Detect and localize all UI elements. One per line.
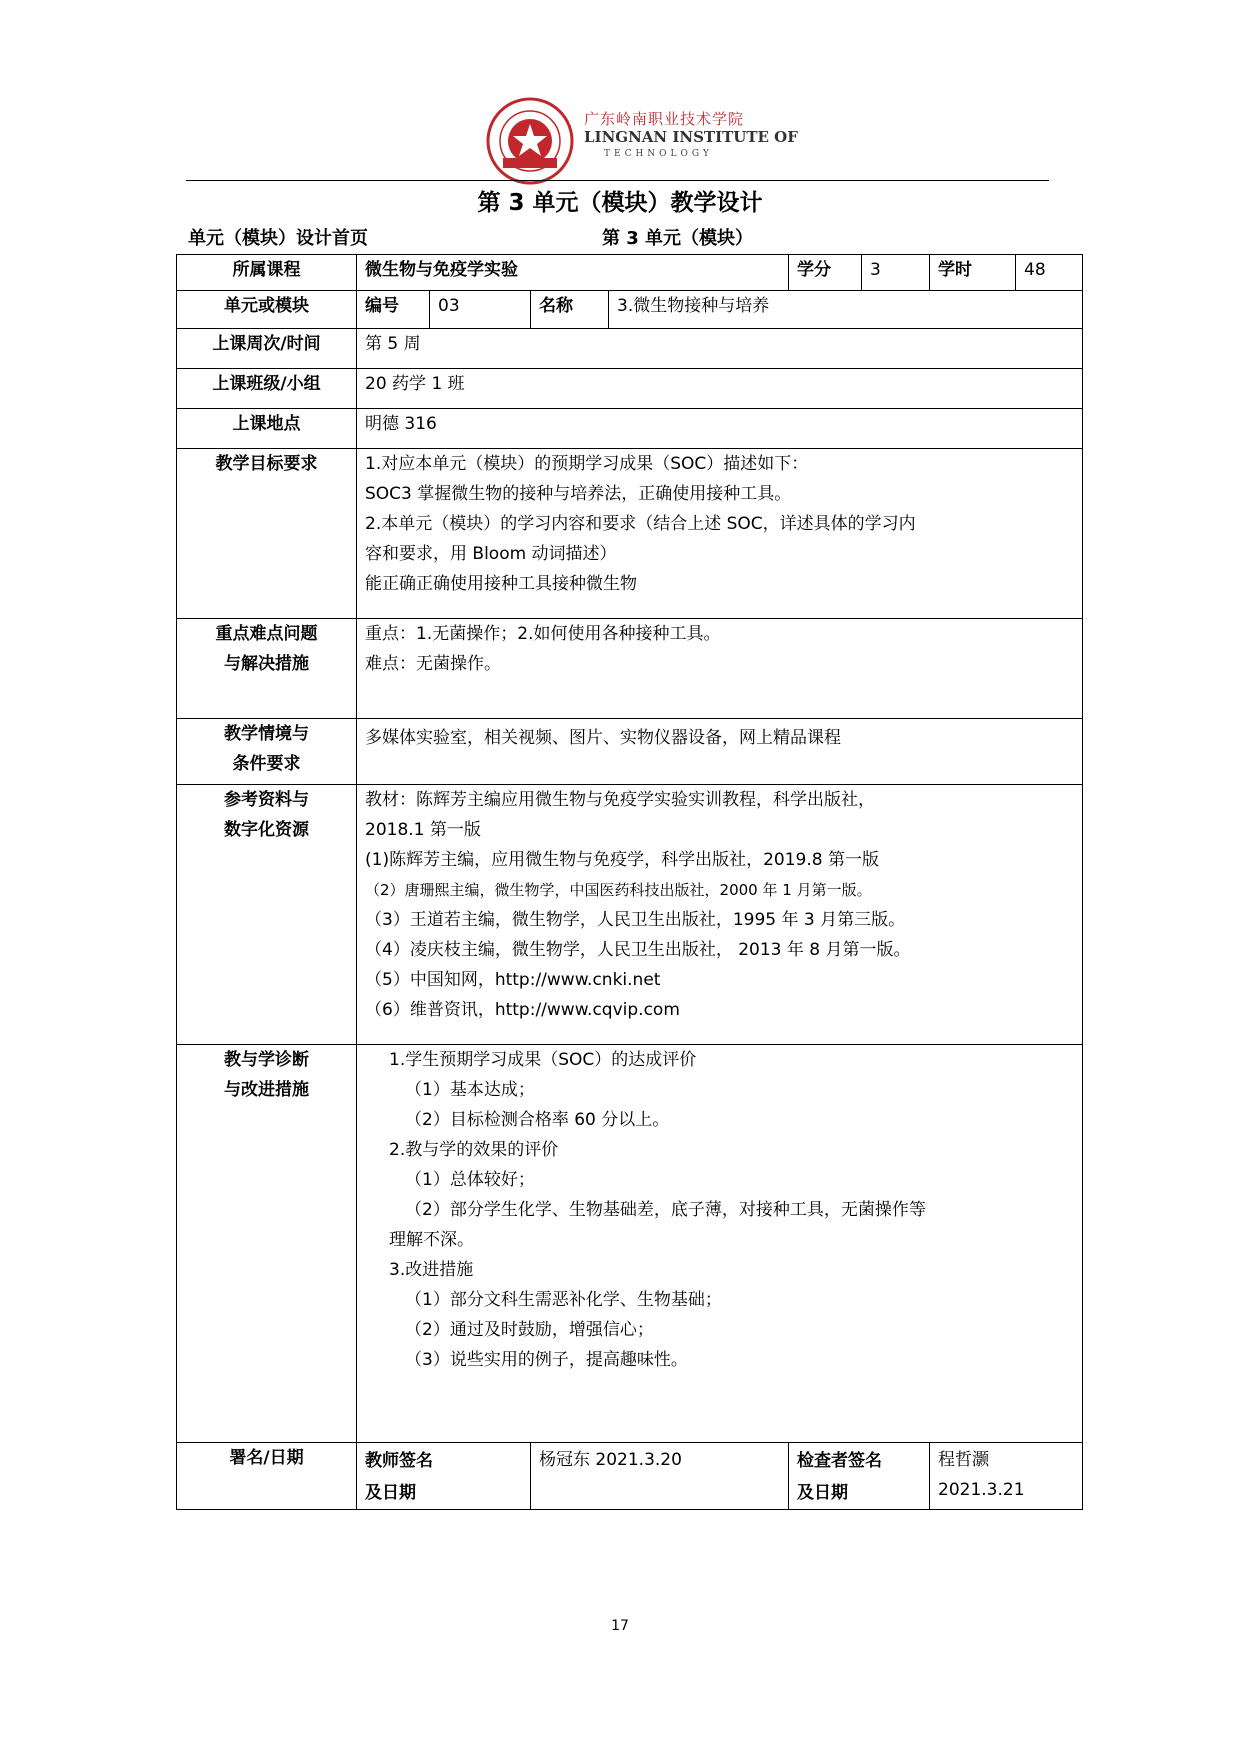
page-number: 17 bbox=[611, 1618, 629, 1634]
diagnosis-line: 1.学生预期学习成果（SOC）的达成评价 bbox=[389, 1050, 697, 1070]
unit-name-value: 3.微生物接种与培养 bbox=[609, 291, 1083, 329]
diagnosis-line: 理解不深。 bbox=[389, 1230, 474, 1250]
reference-line: (1)陈辉芳主编，应用微生物与免疫学，科学出版社，2019.8 第一版 bbox=[365, 850, 879, 870]
design-table bbox=[176, 254, 1083, 1510]
credit-value: 3 bbox=[862, 255, 930, 291]
header-divider bbox=[186, 180, 1049, 181]
subtitle-left: 单元（模块）设计首页 bbox=[188, 228, 368, 249]
class-value: 20 药学 1 班 bbox=[357, 369, 1083, 409]
reference-line: （5）中国知网，http://www.cnki.net bbox=[365, 970, 661, 990]
diagnosis-label-line: 教与学诊断 bbox=[224, 1050, 309, 1070]
checker-sign-value: 程哲灏 2021.3.21 bbox=[930, 1443, 1083, 1510]
class-row bbox=[177, 369, 1083, 409]
diagnosis-content bbox=[357, 1045, 1083, 1443]
context-label-line: 教学情境与 bbox=[224, 724, 309, 744]
hours-label: 学时 bbox=[930, 255, 1016, 291]
org-name-en: LINGNAN INSTITUTE OF bbox=[584, 128, 798, 146]
references-label-line: 数字化资源 bbox=[224, 820, 309, 840]
diagnosis-line: （1）部分文科生需恶补化学、生物基础； bbox=[405, 1290, 722, 1310]
reference-line: （2）唐珊熙主编，微生物学，中国医药科技出版社，2000 年 1 月第一版。 bbox=[365, 881, 872, 899]
checker-sign-label-line: 检查者签名 bbox=[797, 1451, 882, 1471]
objectives-content bbox=[357, 449, 1083, 619]
unit-name-label: 名称 bbox=[531, 291, 609, 329]
signature-row bbox=[177, 1443, 1083, 1510]
reference-line: （4）凌庆枝主编，微生物学，人民卫生出版社， 2013 年 8 月第一版。 bbox=[365, 940, 911, 960]
week-label: 上课周次/时间 bbox=[177, 329, 357, 369]
teacher-sign-label bbox=[357, 1443, 531, 1510]
unit-row bbox=[177, 291, 1083, 329]
unit-label: 单元或模块 bbox=[177, 291, 357, 329]
teacher-sign-label-line: 及日期 bbox=[365, 1483, 416, 1503]
context-label bbox=[177, 719, 357, 785]
teacher-sign-label-line: 教师签名 bbox=[365, 1451, 433, 1471]
signature-label: 署名/日期 bbox=[177, 1443, 357, 1510]
context-label-line: 条件要求 bbox=[232, 754, 301, 774]
reference-line: （6）维普资讯，http://www.cqvip.com bbox=[365, 1000, 680, 1020]
location-value: 明德 316 bbox=[357, 409, 1083, 449]
class-label: 上课班级/小组 bbox=[177, 369, 357, 409]
references-row bbox=[177, 785, 1083, 1045]
reference-line: （3）王道若主编，微生物学，人民卫生出版社，1995 年 3 月第三版。 bbox=[365, 910, 906, 930]
objectives-line: 能正确正确使用接种工具接种微生物 bbox=[365, 574, 637, 594]
references-content bbox=[357, 785, 1083, 1045]
document-title: 第 3 单元（模块）教学设计 bbox=[477, 190, 763, 216]
course-row bbox=[177, 255, 1083, 291]
context-row bbox=[177, 719, 1083, 785]
diagnosis-label bbox=[177, 1045, 357, 1443]
objectives-label: 教学目标要求 bbox=[177, 449, 357, 619]
key-points-row bbox=[177, 619, 1083, 719]
key-points-line: 难点：无菌操作。 bbox=[365, 654, 501, 674]
subtitle-right: 第 3 单元（模块） bbox=[602, 228, 754, 249]
credit-label: 学分 bbox=[789, 255, 862, 291]
location-label: 上课地点 bbox=[177, 409, 357, 449]
unit-num-label: 编号 bbox=[357, 291, 430, 329]
diagnosis-line: 2.教与学的效果的评价 bbox=[389, 1140, 559, 1160]
week-value: 第 5 周 bbox=[357, 329, 1083, 369]
diagnosis-line: （3）说些实用的例子，提高趣味性。 bbox=[405, 1350, 688, 1370]
key-points-label-line: 与解决措施 bbox=[224, 654, 309, 674]
key-points-label bbox=[177, 619, 357, 719]
objectives-line: 1.对应本单元（模块）的预期学习成果（SOC）描述如下： bbox=[365, 454, 809, 474]
week-row bbox=[177, 329, 1083, 369]
diagnosis-line: （1）基本达成； bbox=[405, 1080, 535, 1100]
checker-sign-label-line: 及日期 bbox=[797, 1483, 848, 1503]
objectives-row bbox=[177, 449, 1083, 619]
objectives-line: 2.本单元（模块）的学习内容和要求（结合上述 SOC，详述具体的学习内 bbox=[365, 514, 916, 534]
references-label bbox=[177, 785, 357, 1045]
teacher-sign-value: 杨冠东 2021.3.20 bbox=[531, 1443, 789, 1510]
reference-line: 2018.1 第一版 bbox=[365, 820, 481, 840]
diagnosis-line: （2）通过及时鼓励，增强信心； bbox=[405, 1320, 654, 1340]
context-content: 多媒体实验室，相关视频、图片、实物仪器设备，网上精品课程 bbox=[357, 719, 1083, 785]
objectives-line: SOC3 掌握微生物的接种与培养法，正确使用接种工具。 bbox=[365, 484, 792, 504]
objectives-line: 容和要求，用 Bloom 动词描述） bbox=[365, 544, 617, 564]
school-logo bbox=[485, 96, 575, 186]
course-value: 微生物与免疫学实验 bbox=[357, 255, 789, 291]
org-name-en-2: TECHNOLOGY bbox=[604, 149, 713, 159]
diagnosis-label-line: 与改进措施 bbox=[224, 1080, 309, 1100]
course-label: 所属课程 bbox=[177, 255, 357, 291]
diagnosis-line: （2）部分学生化学、生物基础差，底子薄，对接种工具，无菌操作等 bbox=[405, 1200, 926, 1220]
hours-value: 48 bbox=[1016, 255, 1083, 291]
key-points-content bbox=[357, 619, 1083, 719]
location-row bbox=[177, 409, 1083, 449]
key-points-line: 重点：1.无菌操作；2.如何使用各种接种工具。 bbox=[365, 624, 721, 644]
reference-line: 教材：陈辉芳主编应用微生物与免疫学实验实训教程，科学出版社， bbox=[365, 790, 875, 810]
references-label-line: 参考资料与 bbox=[224, 790, 309, 810]
diagnosis-row bbox=[177, 1045, 1083, 1443]
checker-sign-label bbox=[789, 1443, 930, 1510]
org-name-cn: 广东岭南职业技术学院 bbox=[584, 110, 745, 128]
diagnosis-line: （1）总体较好； bbox=[405, 1170, 535, 1190]
unit-num-value: 03 bbox=[430, 291, 531, 329]
diagnosis-line: 3.改进措施 bbox=[389, 1260, 474, 1280]
diagnosis-line: （2）目标检测合格率 60 分以上。 bbox=[405, 1110, 670, 1130]
key-points-label-line: 重点难点问题 bbox=[215, 624, 318, 644]
